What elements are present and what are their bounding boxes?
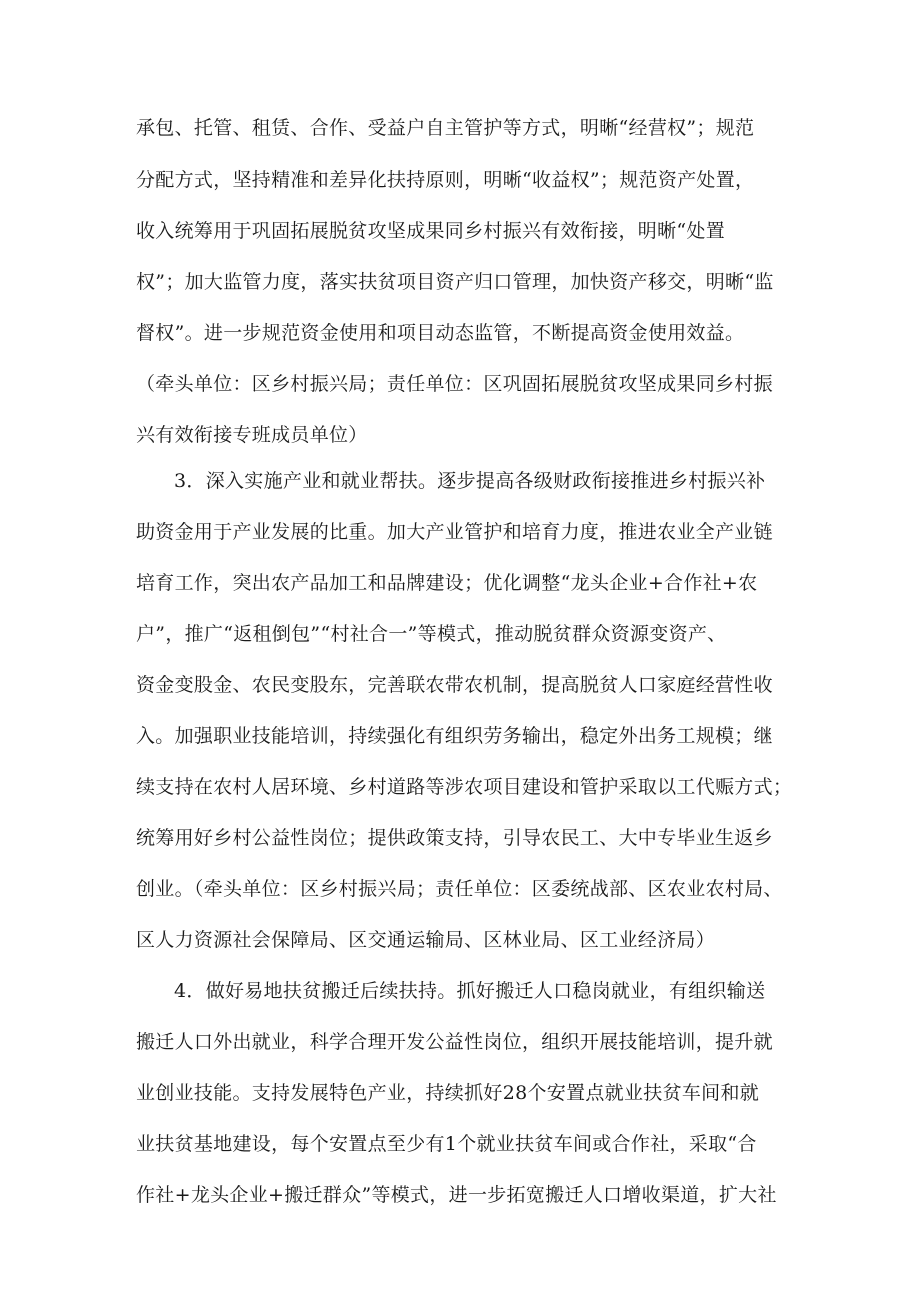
paragraph-line: 兴有效衔接专班成员单位） (136, 424, 368, 446)
paragraph-line: 收入统筹用于巩固拓展脱贫攻坚成果同乡村振兴有效衔接，明晰“处置 (136, 220, 726, 242)
paragraph-line: 搬迁人口外出就业，科学合理开发公益性岗位，组织开展技能培训，提升就 (136, 1031, 773, 1053)
paragraph-line: 助资金用于产业发展的比重。加大产业管护和培育力度，推进农业全产业链 (136, 521, 773, 543)
paragraph-line: 资金变股金、农民变股东，完善联农带农机制，提高脱贫人口家庭经营性收 (136, 674, 773, 696)
paragraph-line: 业创业技能。支持发展特色产业，持续抓好28个安置点就业扶贫车间和就 (136, 1082, 760, 1104)
paragraph-line: 分配方式，坚持精准和差异化扶持原则，明晰“收益权”；规范资产处置， (136, 169, 755, 191)
paragraph-line: 户”，推广“返租倒包”“村社合一”等模式，推动脱贫群众资源变资产、 (136, 623, 727, 645)
paragraph-line: 统筹用好乡村公益性岗位；提供政策支持，引导农民工、大中专毕业生返乡 (136, 827, 773, 849)
paragraph-line: 入。加强职业技能培训，持续强化有组织劳务输出，稳定外出务工规模；继 (136, 725, 773, 747)
paragraph-line: 区人力资源社会保障局、区交通运输局、区林业局、区工业经济局） (136, 929, 716, 951)
paragraph-line: 作社+龙头企业+搬迁群众”等模式，进一步拓宽搬迁人口增收渠道，扩大社 (136, 1184, 777, 1206)
paragraph-line: 督权”。进一步规范资金使用和项目动态监管，不断提高资金使用效益。 (136, 322, 745, 344)
paragraph-line: 承包、托管、租赁、合作、受益户自主管护等方式，明晰“经营权”；规范 (136, 117, 755, 139)
paragraph-line: 业扶贫基地建设，每个安置点至少有1个就业扶贫车间或合作社，采取“合 (136, 1133, 757, 1155)
paragraph-line: 培育工作，突出农产品加工和品牌建设；优化调整“龙头企业+合作社+农 (136, 572, 758, 594)
paragraph-line: 3．深入实施产业和就业帮扶。逐步提高各级财政衔接推进乡村振兴补 (174, 470, 766, 492)
paragraph-line: 续支持在农村人居环境、乡村道路等涉农项目建设和管护采取以工代赈方式； (136, 776, 793, 798)
paragraph-line: 权”；加大监管力度，落实扶贫项目资产归口管理，加快资产移交，明晰“监 (136, 271, 774, 293)
paragraph-line: （牵头单位：区乡村振兴局；责任单位：区巩固拓展脱贫攻坚成果同乡村振 (136, 373, 773, 395)
paragraph-line: 4．做好易地扶贫搬迁后续扶持。抓好搬迁人口稳岗就业，有组织输送 (174, 980, 766, 1002)
paragraph-line: 创业。（牵头单位：区乡村振兴局；责任单位：区委统战部、区农业农村局、 (136, 878, 783, 900)
